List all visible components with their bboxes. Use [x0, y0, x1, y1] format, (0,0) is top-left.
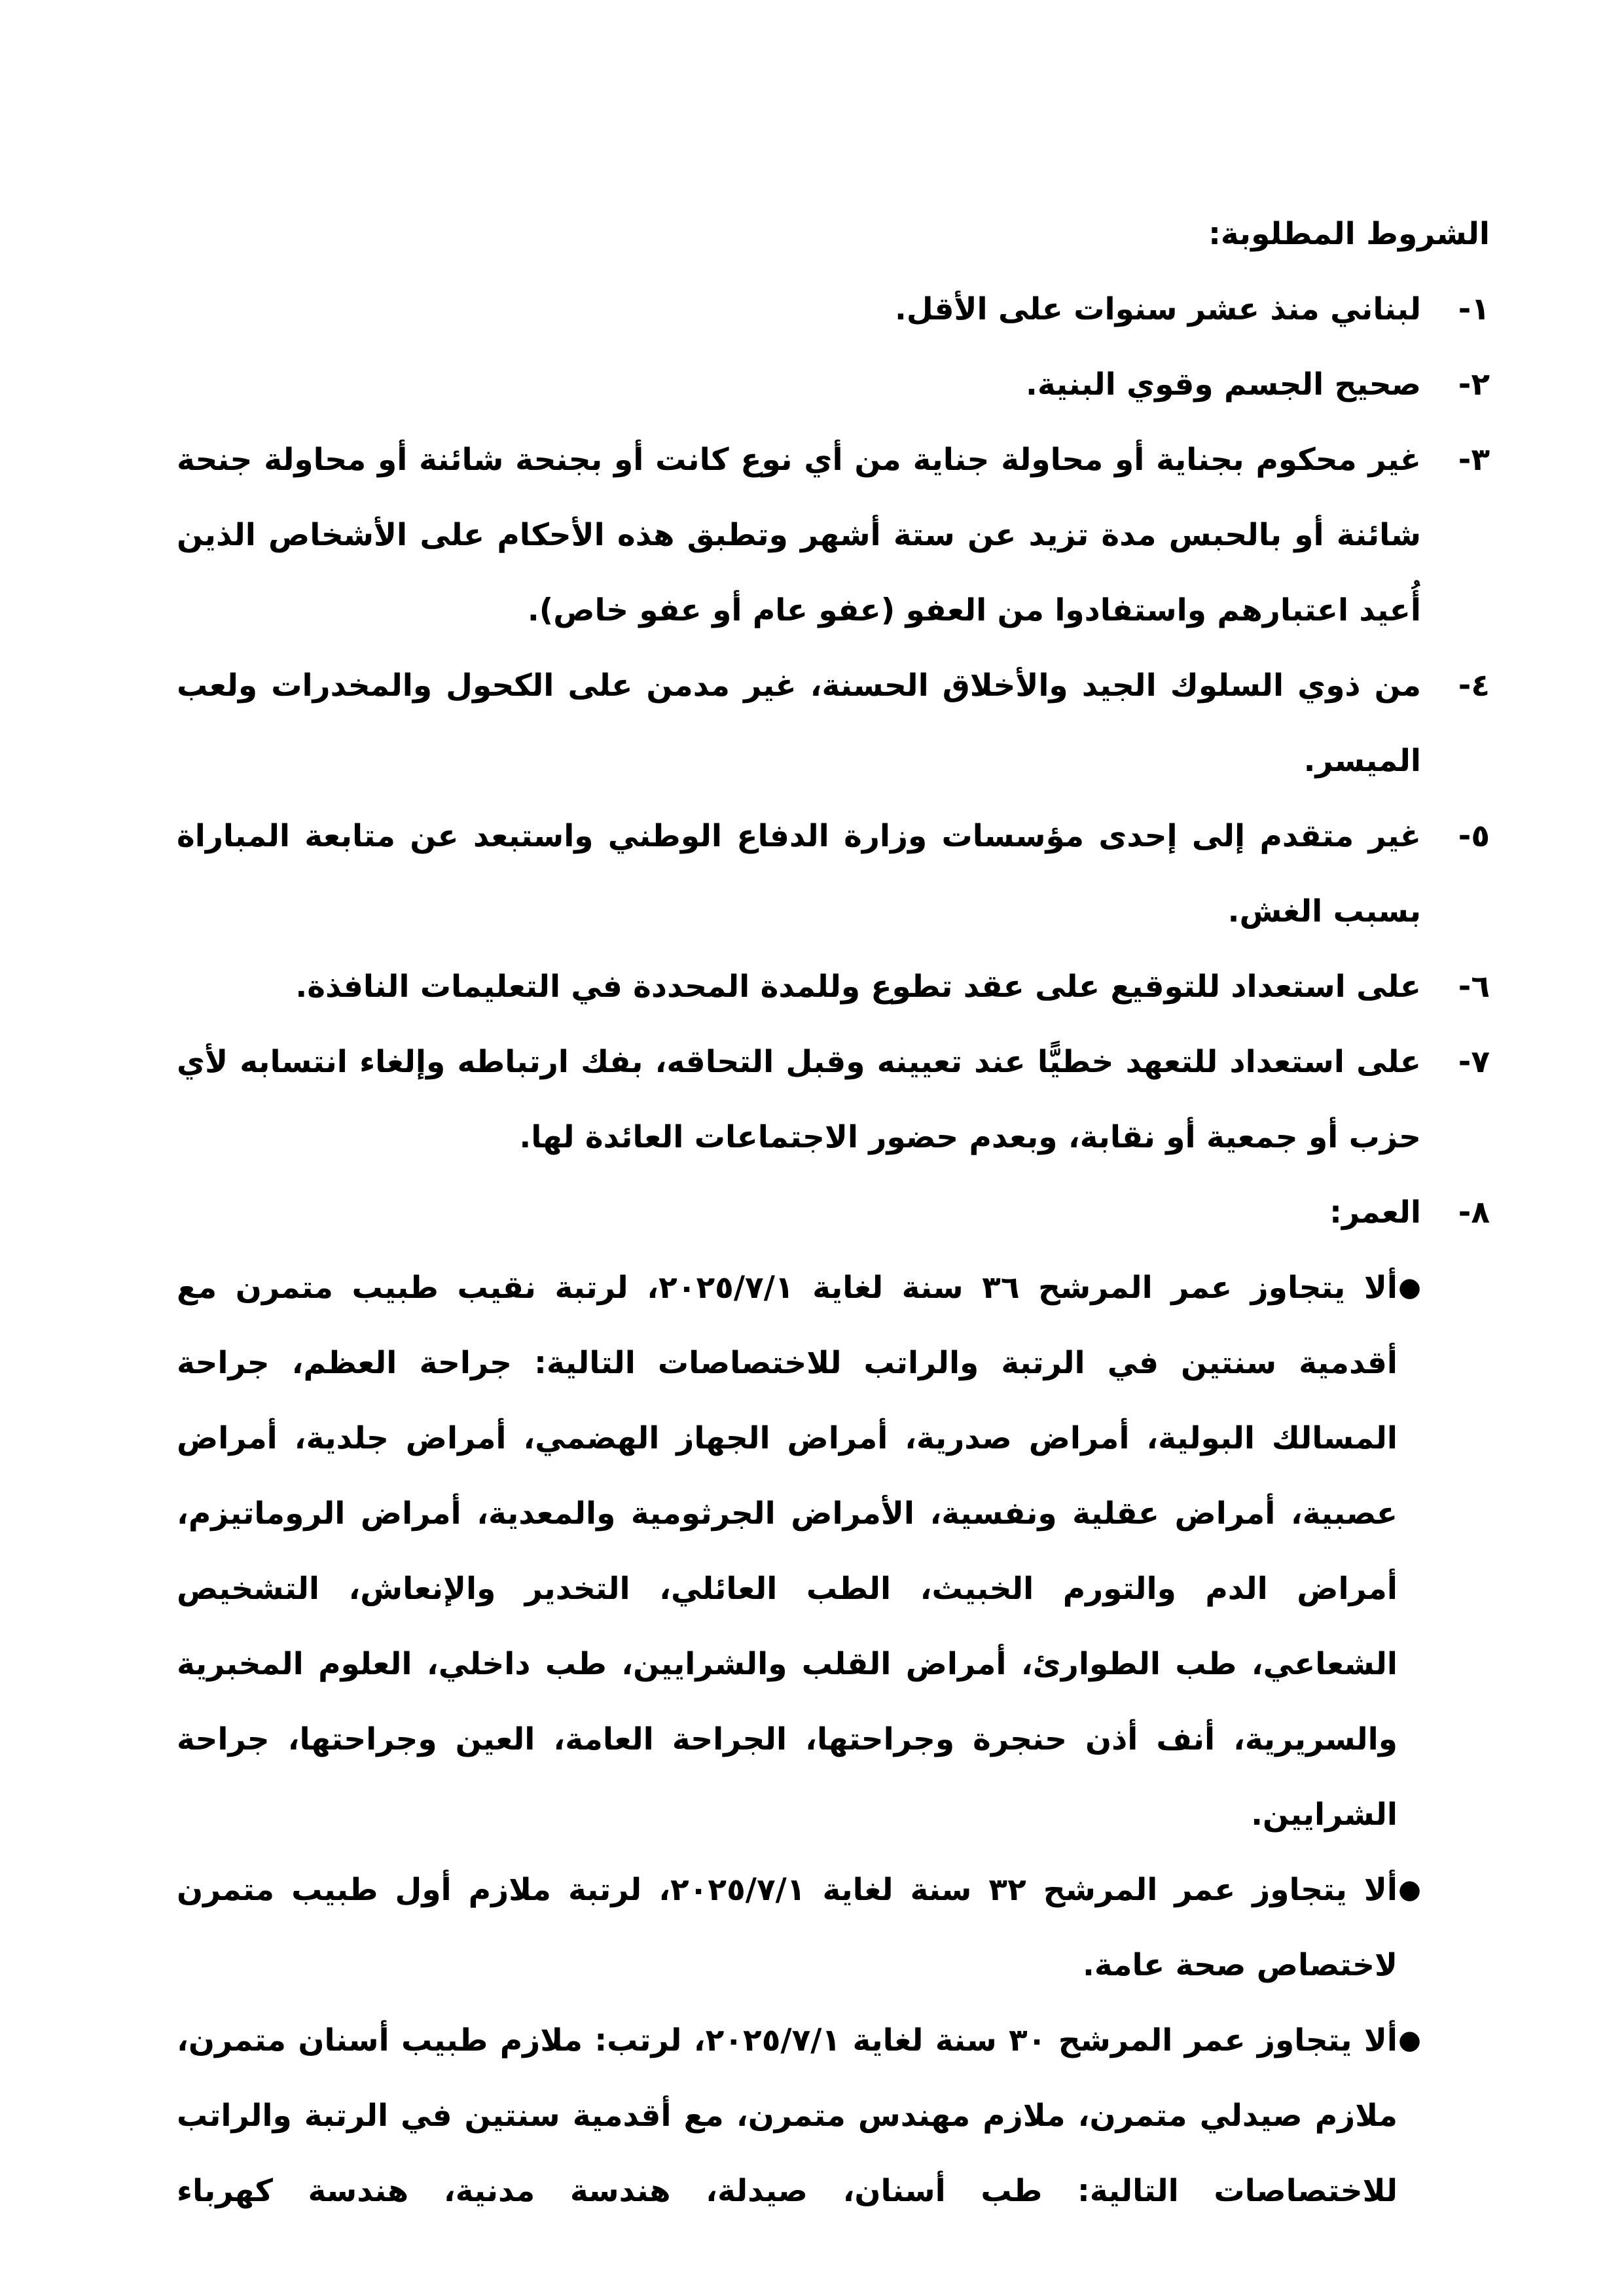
item-text: من ذوي السلوك الجيد والأخلاق الحسنة، غير مدمن على الكحول والمخدرات ولعب الميسر.	[177, 668, 1421, 779]
item-text: على استعداد للتوقيع على عقد تطوع وللمدة المحددة في التعليمات النافذة.	[295, 969, 1421, 1005]
item-number: ١-	[1458, 291, 1490, 327]
item-number: ٨-	[1458, 1194, 1490, 1230]
item-number: ٧-	[1458, 1044, 1490, 1080]
document-page	[177, 196, 1490, 2229]
condition-item-2	[177, 347, 1490, 422]
item-number: ٤-	[1458, 668, 1490, 704]
item-number: ٦-	[1458, 969, 1490, 1005]
item-number: ٣-	[1458, 442, 1490, 478]
bullet-text: ألا يتجاوز عمر المرشح ٣٠ سنة لغاية ٢٠٢٥/٧/١، لرتب: ملازم طبيب أسنان متمرن، ملازم صيدلي متمرن، ملازم مهندس متمرن، مع أقدمية سنتين في الرتبة والراتب للاختصاصات التالية: طب أسنان، صيدلة، هندسة مدنية، هندسة كهرباء	[177, 2022, 1398, 2209]
item-text: غير متقدم إلى إحدى مؤسسات وزارة الدفاع الوطني واستبعد عن متابعة المباراة بسبب الغش.	[177, 818, 1421, 929]
conditions-heading: الشروط المطلوبة:	[1208, 216, 1490, 252]
age-conditions-list	[177, 1250, 1490, 2229]
condition-item-6	[177, 949, 1490, 1024]
item-number: ٢-	[1458, 367, 1490, 403]
condition-item-1	[177, 272, 1490, 347]
condition-item-5	[177, 798, 1490, 949]
item-text: على استعداد للتعهد خطيًّا عند تعيينه وقبل التحاقه، بفك ارتباطه وإلغاء انتسابه لأي حزب أو جمعية أو نقابة، وبعدم حضور الاجتماعات العائدة لها.	[177, 1044, 1421, 1155]
item-text: العمر:	[1329, 1194, 1421, 1230]
item-text: لبناني منذ عشر سنوات على الأقل.	[894, 291, 1421, 327]
item-text: غير محكوم بجناية أو محاولة جناية من أي نوع كانت أو بجنحة شائنة أو محاولة جنحة شائنة أو بالحبس مدة تزيد عن ستة أشهر وتطبق هذه الأحكام على الأشخاص الذين أُعيد اعتبارهم واستفادوا من العفو (عفو عام أو عفو خاص).	[177, 442, 1421, 628]
age-condition-bullet-2	[177, 1852, 1421, 2003]
condition-item-7	[177, 1024, 1490, 1175]
bullet-icon: ●	[1398, 1874, 1421, 1905]
age-condition-bullet-1	[177, 1250, 1421, 1852]
item-text: صحيح الجسم وقوي البنية.	[1026, 367, 1421, 403]
condition-item-8	[177, 1175, 1490, 1250]
age-condition-bullet-3	[177, 2003, 1421, 2229]
bullet-text: ألا يتجاوز عمر المرشح ٣٢ سنة لغاية ٢٠٢٥/٧/١، لرتبة ملازم أول طبيب متمرن لاختصاص صحة عامة.	[177, 1872, 1398, 1983]
bullet-text: ألا يتجاوز عمر المرشح ٣٦ سنة لغاية ٢٠٢٥/٧/١، لرتبة نقيب طبيب متمرن مع أقدمية سنتين في الرتبة والراتب للاختصاصات التالية: جراحة العظم، جراحة المسالك البولية، أمراض صدرية، أمراض الجهاز الهضمي، أمراض جلدية، أمراض عصبية، أمراض عقلية ونفسية، الأمراض الجرثومية والمعدية، أمراض الروماتيزم، أمراض الدم والتورم الخبيث، الطب العائلي، التخدير والإنعاش، التشخيص الشعاعي، طب الطوارئ، أمراض القلب والشرايين، طب داخلي، العلوم المخبرية والسريرية، أنف أذن حنجرة وجراحتها، الجراحة العامة، العين وجراحتها، جراحة الشرايين.	[177, 1270, 1398, 1833]
condition-item-4	[177, 648, 1490, 798]
bullet-icon: ●	[1398, 2025, 1421, 2055]
bullet-icon: ●	[1398, 1272, 1421, 1302]
item-number: ٥-	[1458, 818, 1490, 854]
condition-item-3	[177, 422, 1490, 648]
